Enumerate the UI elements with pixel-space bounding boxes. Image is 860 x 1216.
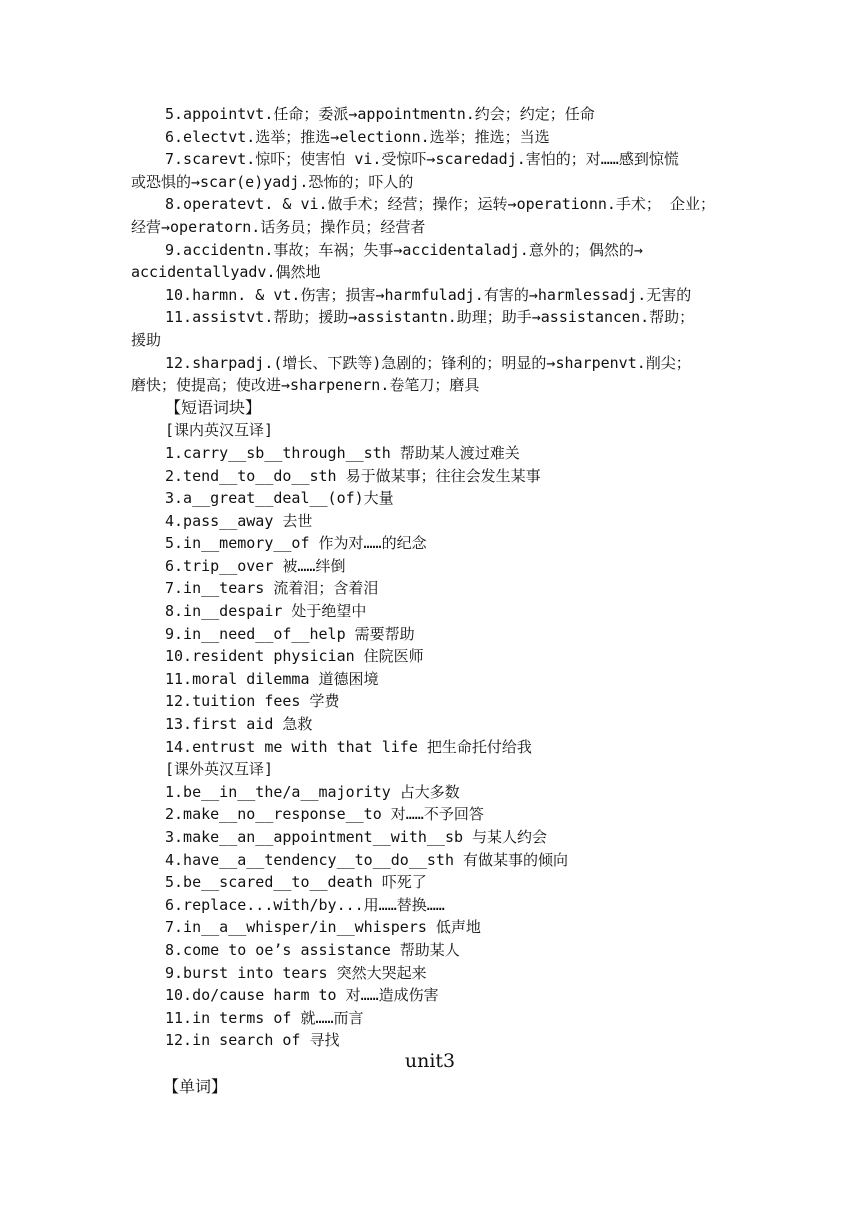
vocab-entry: 10.harmn. & vt.伤害；损害→harmfuladj.有害的→harmlessadj.无害的	[165, 285, 692, 304]
phrase-item: 2.tend__to__do__sth 易于做某事；往往会发生某事	[165, 466, 541, 485]
phrase-item: 6.replace...with/by...用……替换……	[165, 895, 445, 914]
phrase-item: 3.a__great__deal__(of)大量	[165, 489, 394, 508]
phrase-item: 6.trip__over 被……绊倒	[165, 556, 346, 575]
phrase-item: 5.in__memory__of 作为对……的纪念	[165, 534, 427, 553]
phrase-item: 2.make__no__response__to 对……不予回答	[165, 805, 484, 824]
vocab-entry: 11.assistvt.帮助；援助→assistantn.助理；助手→assistancen.帮助；	[165, 308, 695, 327]
phrase-item: 1.be__in__the/a__majority 占大多数	[165, 782, 460, 801]
phrase-item: 13.first aid 急救	[165, 715, 313, 734]
phrase-item: 4.pass__away 去世	[165, 511, 313, 530]
phrase-item: 12.tuition fees 学费	[165, 692, 340, 711]
vocab-entry: 8.operatevt. & vi.做手术；经营；操作；运转→operationn.手术； 企业；	[165, 195, 715, 214]
vocab-entry: 12.sharpadj.(增长、下跌等)急剧的；锋利的；明显的→sharpenvt.削尖；	[165, 353, 691, 372]
phrase-item: 14.entrust me with that life 把生命托付给我	[165, 737, 532, 756]
phrase-item: 8.in__despair 处于绝望中	[165, 602, 367, 621]
out-class-heading: [课外英汉互译]	[165, 760, 274, 779]
vocab-entry: 9.accidentn.事故；车祸；失事→accidentaladj.意外的；偶然的→	[165, 240, 643, 259]
phrases-heading: 【短语词块】	[165, 397, 262, 417]
vocab-entry-continuation: accidentallyadv.偶然地	[131, 263, 321, 282]
in-class-heading: [课内英汉互译]	[165, 421, 274, 440]
vocab-entry: 7.scarevt.惊吓；使害怕 vi.受惊吓→scaredadj.害怕的；对……感到惊慌	[165, 150, 679, 169]
phrase-item: 9.burst into tears 突然大哭起来	[165, 963, 427, 982]
phrase-item: 3.make__an__appointment__with__sb 与某人约会	[165, 828, 548, 846]
phrase-item: 7.in__tears 流着泪；含着泪	[165, 579, 379, 598]
vocab-entry-continuation: 磨快；使提高；使改进→sharpenern.卷笔刀；磨具	[131, 376, 480, 395]
phrase-item: 11.in terms of 就……而言	[165, 1008, 364, 1027]
phrase-item: 5.be__scared__to__death 吓死了	[165, 873, 427, 892]
in-class-phrase-list	[131, 442, 736, 758]
phrase-item: 8.come to oe’s assistance 帮助某人	[165, 940, 460, 959]
phrase-item: 11.moral dilemma 道德困境	[165, 669, 379, 688]
phrase-item: 7.in__a__whisper/in__whispers 低声地	[165, 918, 481, 937]
out-class-phrase-list	[131, 781, 736, 1052]
vocab-entry-continuation: 或恐惧的→scar(e)yadj.恐怖的；吓人的	[131, 172, 414, 191]
phrase-item: 12.in search of 寻找	[165, 1031, 340, 1050]
vocab-entry-continuation: 经营→operatorn.话务员；操作员；经营者	[131, 217, 426, 236]
unit-title: unit3	[404, 1050, 456, 1072]
vocab-entry: 5.appointvt.任命；委派→appointmentn.约会；约定；任命	[165, 105, 595, 123]
phrase-item: 10.do/cause harm to 对……造成伤害	[165, 986, 439, 1005]
phrase-item: 4.have__a__tendency__to__do__sth 有做某事的倾向	[165, 850, 569, 869]
vocabulary-list	[131, 103, 736, 397]
vocab-entry-continuation: 援助	[131, 330, 162, 349]
phrase-item: 1.carry__sb__through__sth 帮助某人渡过难关	[165, 443, 520, 462]
words-heading: 【单词】	[163, 1077, 228, 1096]
phrase-item: 10.resident physician 住院医师	[165, 647, 424, 666]
vocab-entry: 6.electvt.选举；推选→electionn.选举；推选；当选	[165, 127, 550, 146]
phrase-item: 9.in__need__of__help 需要帮助	[165, 624, 415, 643]
text-block	[131, 103, 736, 1052]
